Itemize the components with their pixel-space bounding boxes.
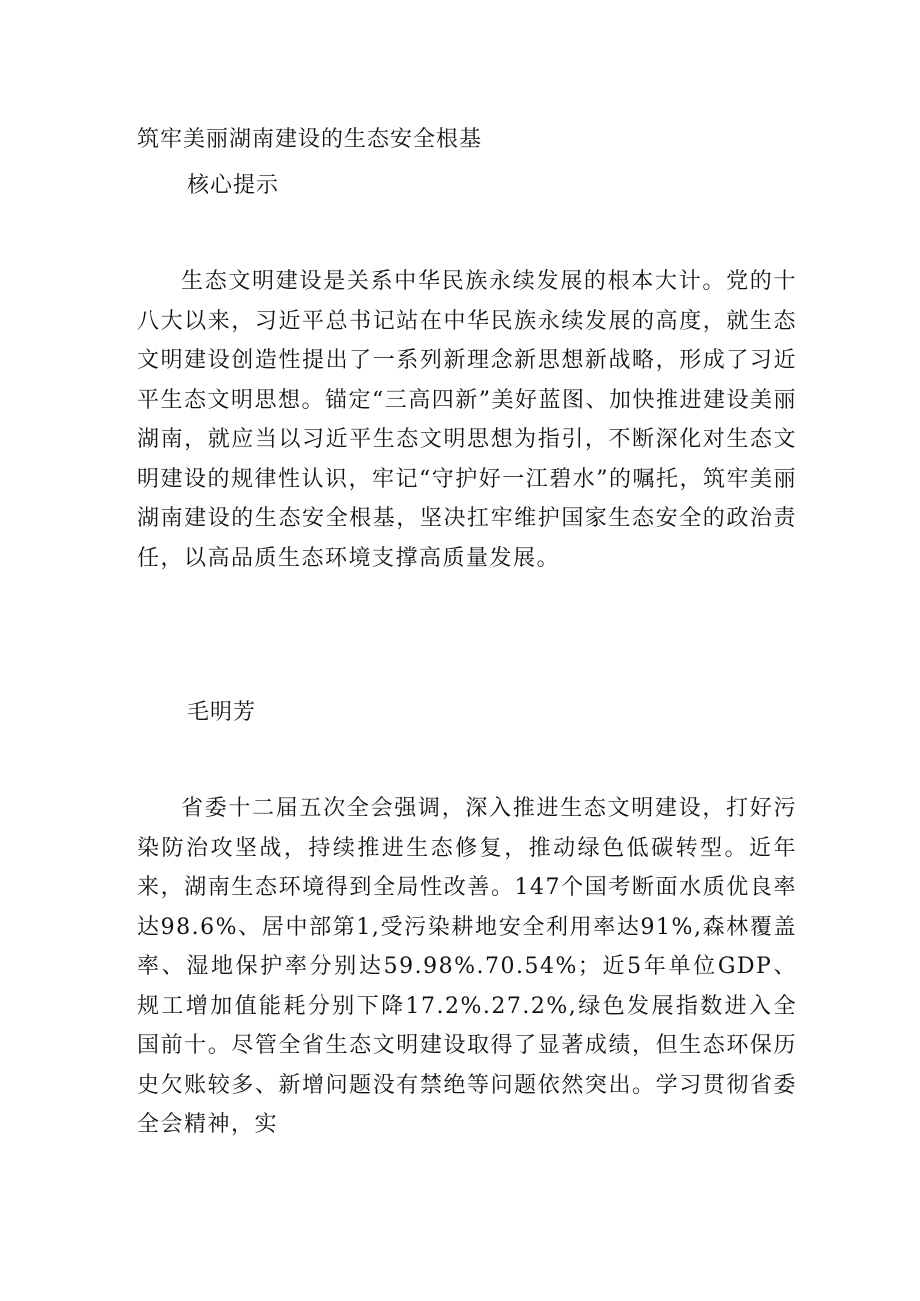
summary-paragraph: 生态文明建设是关系中华民族永续发展的根本大计。党的十八大以来，习近平总书记站在中华民族永续发展的高度，就生态文明建设创造性提出了一系列新理念新思想新战略，形成了习近平生态文明思想。锚定“三高四新”美好蓝图、加快推进建设美丽湖南，就应当以习近平生态文明思想为指引，不断深化对生态文明建设的规律性认识，牢记“守护好一江碧水”的嘱托，筑牢美丽湖南建设的生态安全根基，坚决扛牢维护国家生态安全的政治责任，以高品质生态环境支撑高质量发展。 — [137, 269, 797, 571]
document-title: 筑牢美丽湖南建设的生态安全根基 — [137, 127, 483, 152]
body-paragraph: 省委十二届五次全会强调，深入推进生态文明建设，打好污染防治攻坚战，持续推进生态修复，推动绿色低碳转型。近年来，湖南生态环境得到全局性改善。147个国考断面水质优良率达98.6%、居中部第1,受污染耕地安全利用率达91%,森林覆盖率、湿地保护率分别达59.98%.70.54%；近5年单位GDP、规工增加值能耗分别下降17.2%.27.2%,绿色发展指数进入全国前十。尽管全省生态文明建设取得了显著成绩，但生态环保历史欠账较多、新增问题没有禁绝等问题依然突出。学习贯彻省委全会精神，实 — [137, 796, 797, 1137]
author-name: 毛明芳 — [187, 700, 257, 725]
section-heading: 核心提示 — [187, 173, 280, 198]
